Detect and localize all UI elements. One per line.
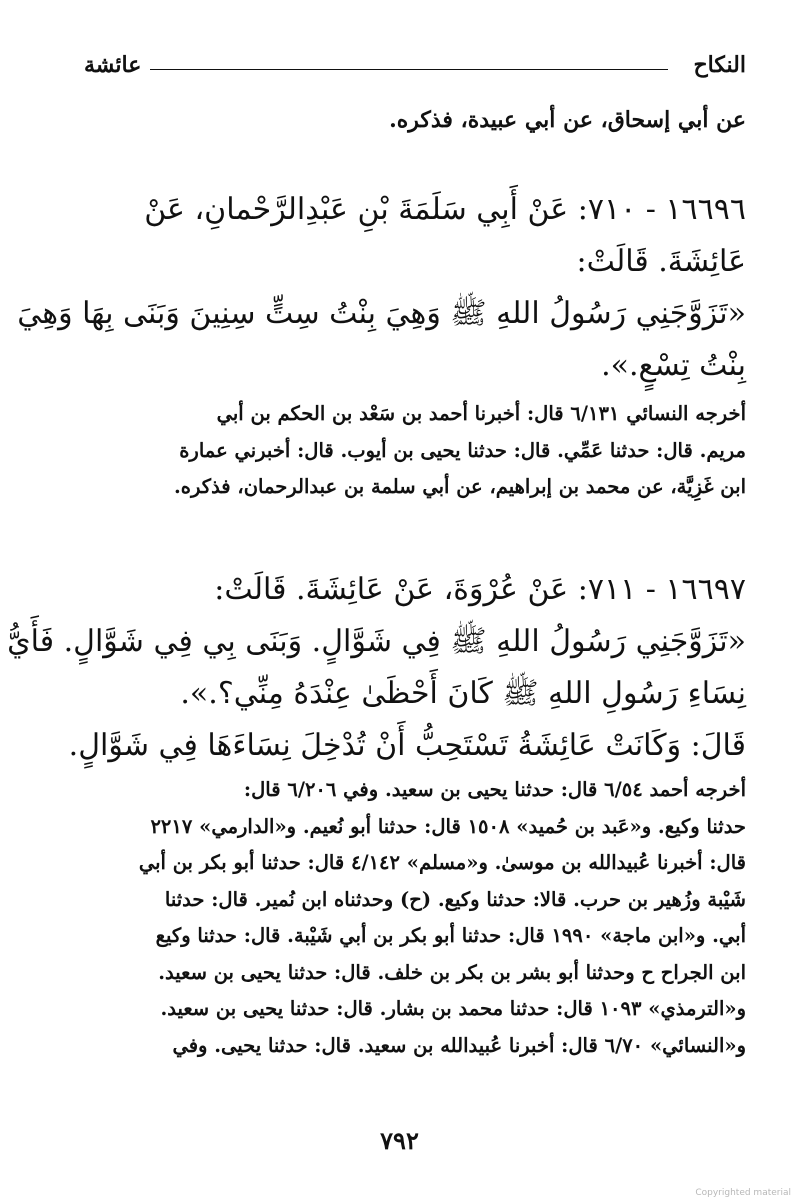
- hadith-line: «تَزَوَّجَنِي رَسُولُ اللهِ ﷺ فِي شَوَّالٍ. وَبَنَى بِي فِي شَوَّالٍ. فَأَيُّ: [7, 624, 746, 659]
- continuation-line: عن أبي إسحاق، عن أبي عبيدة، فذكره.: [389, 107, 746, 133]
- takhrij-line: و«النسائي» ٦/٧٠ قال: أخبرنا عُبيدالله بن سعيد. قال: حدثنا يحيى. وفي: [172, 1033, 746, 1057]
- hadith-line: «تَزَوَّجَنِي رَسُولُ اللهِ ﷺ وَهِيَ بِنْتُ سِتٍّ سِنِينَ وَبَنَى بِهَا وَهِيَ: [17, 296, 746, 331]
- hadith-16696: [17, 184, 746, 392]
- header-rule: [150, 69, 668, 70]
- hadith-line: عَائِشَةَ. قَالَتْ:: [576, 244, 746, 279]
- takhrij-line: ابن غَزِيَّة، عن محمد بن إبراهيم، عن أبي سلمة بن عبدالرحمان، فذكره.: [174, 475, 746, 498]
- takhrij-line: ابن الجراح ح وحدثنا أبو بشر بن بكر بن خلف. قال: حدثنا يحيى بن سعيد.: [158, 960, 746, 984]
- running-header: [84, 50, 746, 84]
- page-number: ٧٩٢: [380, 1126, 419, 1155]
- takhrij-line: حدثنا وكيع. و«عَبد بن حُميد» ١٥٠٨ قال: حدثنا أبو نُعيم. و«الدارمي» ٢٢١٧: [150, 814, 746, 838]
- takhrij-line: و«الترمذي» ١٠٩٣ قال: حدثنا محمد بن بشار. قال: حدثنا يحيى بن سعيد.: [160, 997, 746, 1020]
- watermark: Copyrighted material: [695, 1188, 791, 1198]
- takhrij-line: أبي. و«ابن ماجة» ١٩٩٠ قال: حدثنا أبو بكر بن أبي شَيْبة. قال: حدثنا وكيع: [155, 924, 746, 947]
- continuation-text: [92, 100, 746, 140]
- takhrij-line: شَيْبة وزُهير بن حرب. قالا: حدثنا وكيع. (ح) وحدثناه ابن نُمير. قال: حدثنا: [164, 887, 746, 911]
- takhrij-16697: [92, 772, 746, 1064]
- section-title: عائشة: [84, 52, 142, 78]
- hadith-16697: [7, 564, 746, 772]
- chapter-title: النكاح: [693, 52, 746, 78]
- takhrij-line: أخرجه أحمد ٦/٥٤ قال: حدثنا يحيى بن سعيد. وفي ٦/٢٠٦ قال:: [243, 778, 746, 801]
- hadith-line: بِنْتُ تِسْعٍ.».: [601, 348, 746, 383]
- hadith-line: قَالَ: وَكَانَتْ عَائِشَةُ تَسْتَحِبُّ أَنْ تُدْخِلَ نِسَاءَهَا فِي شَوَّالٍ.: [68, 728, 746, 763]
- hadith-line: ١٦٦٩٧ - ٧١١: عَنْ عُرْوَةَ، عَنْ عَائِشَةَ. قَالَتْ:: [214, 572, 746, 607]
- hadith-line: ١٦٦٩٦ - ٧١٠: عَنْ أَبِي سَلَمَةَ بْنِ عَبْدِالرَّحْمانِ، عَنْ: [144, 192, 746, 227]
- takhrij-line: قال: أخبرنا عُبيدالله بن موسىٰ. و«مسلم» ٤/١٤٢ قال: حدثنا أبو بكر بن أبي: [138, 851, 746, 874]
- takhrij-16696: [92, 396, 746, 506]
- takhrij-line: أخرجه النسائي ٦/١٣١ قال: أخبرنا أحمد بن سَعْد بن الحكم بن أبي: [216, 402, 746, 425]
- takhrij-line: مريم. قال: حدثنا عَمِّي. قال: حدثنا يحيى بن أيوب. قال: أخبرني عمارة: [179, 438, 746, 462]
- hadith-line: نِسَاءِ رَسُولِ اللهِ ﷺ كَانَ أَحْظَىٰ عِنْدَهُ مِنِّي؟.».: [180, 676, 746, 711]
